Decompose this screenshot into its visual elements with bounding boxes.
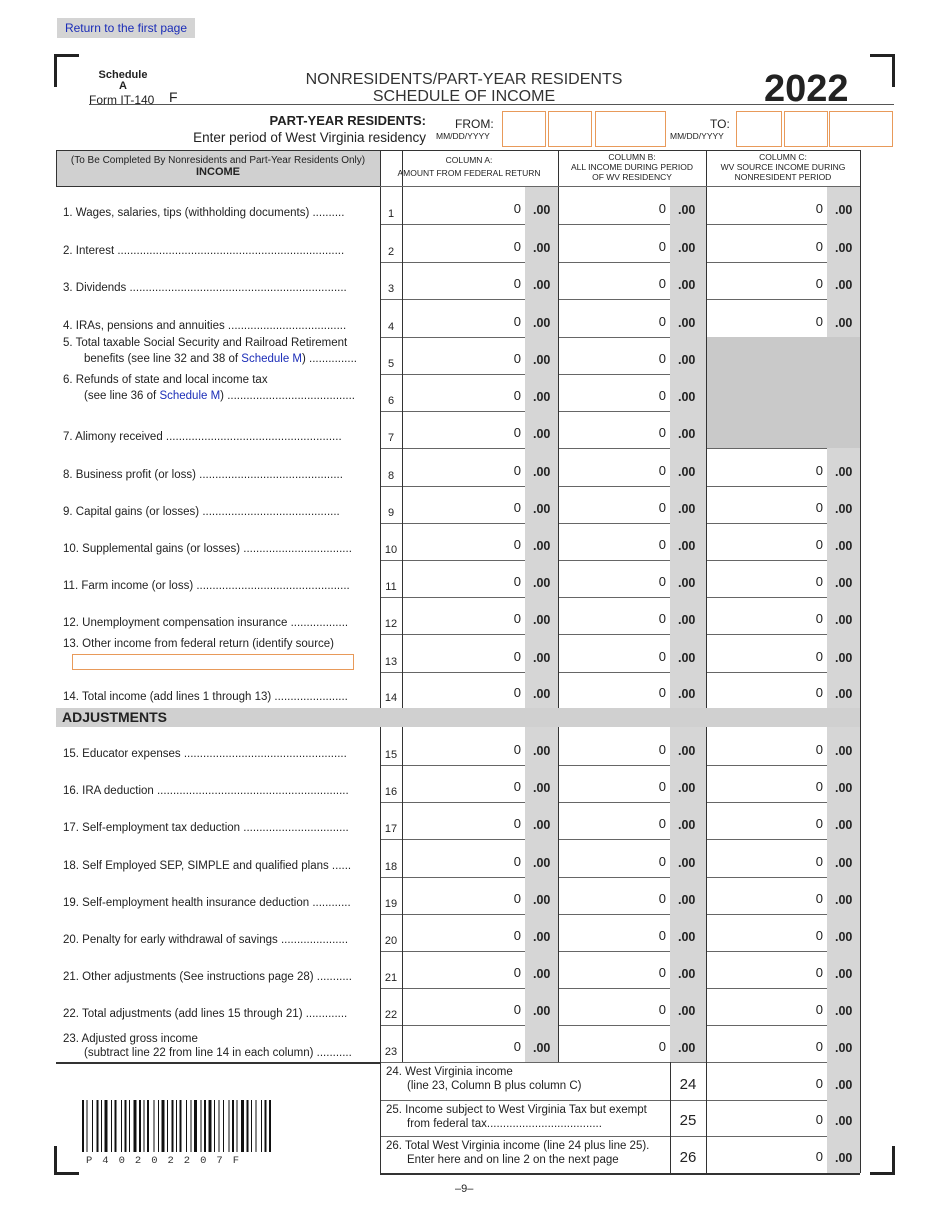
summary-divider xyxy=(380,1100,860,1101)
cents-column-a: .00 xyxy=(533,390,551,404)
line-number: 9 xyxy=(387,507,395,519)
adjustments-section-header xyxy=(56,708,860,727)
cents-column-c: .00 xyxy=(835,818,853,832)
value-column-b[interactable]: 0 xyxy=(658,425,666,440)
row-divider xyxy=(380,1025,860,1026)
value-column-a[interactable]: 0 xyxy=(513,965,521,980)
cents-column-a: .00 xyxy=(533,893,551,907)
cents-column-b: .00 xyxy=(678,502,696,516)
value-column-a[interactable]: 0 xyxy=(513,891,521,906)
line-label: 23. Adjusted gross income xyxy=(63,1033,198,1045)
grid-top-border xyxy=(56,150,860,151)
value-column-a[interactable]: 0 xyxy=(513,537,521,552)
cents-column-c: .00 xyxy=(835,1004,853,1018)
summary-label-1: 24. West Virginia income xyxy=(386,1066,513,1078)
line-label: 7. Alimony received ....................................................... xyxy=(63,431,342,443)
summary-cents: .00 xyxy=(835,1151,853,1165)
row-divider xyxy=(380,839,860,840)
return-to-first-page-button[interactable]: Return to the first page xyxy=(57,18,195,38)
value-column-b[interactable]: 0 xyxy=(658,239,666,254)
line-label: 10. Supplemental gains (or losses) .................................. xyxy=(63,543,352,555)
line-number: 10 xyxy=(384,544,398,556)
value-column-b[interactable]: 0 xyxy=(658,649,666,664)
part-year-sub: Enter period of West Virginia residency xyxy=(193,130,426,145)
page-number: –9– xyxy=(455,1183,474,1195)
cents-column-c: .00 xyxy=(835,781,853,795)
to-year-input[interactable] xyxy=(829,111,893,147)
adjustments-title: ADJUSTMENTS xyxy=(62,709,168,725)
row-divider xyxy=(380,523,860,524)
summary-column-divider xyxy=(860,1062,861,1173)
value-column-c[interactable]: 0 xyxy=(815,500,823,515)
cents-column-c: .00 xyxy=(835,502,853,516)
other-income-source-input[interactable] xyxy=(72,654,354,670)
value-column-c[interactable]: 0 xyxy=(815,276,823,291)
cents-column-a: .00 xyxy=(533,539,551,553)
cents-column-c: .00 xyxy=(835,278,853,292)
barcode-text: P40202207F xyxy=(86,1155,250,1167)
to-day-input[interactable] xyxy=(784,111,828,147)
summary-cents: .00 xyxy=(835,1078,853,1092)
summary-line-number: 26 xyxy=(679,1149,697,1166)
value-column-c[interactable]: 0 xyxy=(815,742,823,757)
value-column-c[interactable]: 0 xyxy=(815,574,823,589)
value-column-c[interactable]: 0 xyxy=(815,854,823,869)
value-column-b[interactable]: 0 xyxy=(658,611,666,626)
value-column-a[interactable]: 0 xyxy=(513,649,521,664)
value-column-b[interactable]: 0 xyxy=(658,891,666,906)
value-column-c[interactable]: 0 xyxy=(815,201,823,216)
row-divider xyxy=(380,672,860,673)
value-column-c[interactable]: 0 xyxy=(815,928,823,943)
value-column-a[interactable]: 0 xyxy=(513,854,521,869)
line-label: 16. IRA deduction ............................................................ xyxy=(63,785,349,797)
summary-column-divider xyxy=(706,1062,707,1173)
cents-column-a: .00 xyxy=(533,967,551,981)
line-label: 17. Self-employment tax deduction ................................. xyxy=(63,822,349,834)
line-number: 18 xyxy=(384,861,398,873)
tax-year: 2022 xyxy=(764,68,849,110)
cents-column-a: .00 xyxy=(533,651,551,665)
value-column-b[interactable]: 0 xyxy=(658,537,666,552)
to-label: TO: xyxy=(710,117,730,131)
cents-column-b: .00 xyxy=(678,1004,696,1018)
cents-column-b: .00 xyxy=(678,465,696,479)
from-day-input[interactable] xyxy=(548,111,592,147)
value-column-a[interactable]: 0 xyxy=(513,742,521,757)
income-head: INCOME xyxy=(196,166,240,178)
value-column-a[interactable]: 0 xyxy=(513,574,521,589)
value-column-a[interactable]: 0 xyxy=(513,201,521,216)
value-column-c[interactable]: 0 xyxy=(815,463,823,478)
value-column-b[interactable]: 0 xyxy=(658,500,666,515)
column-divider xyxy=(860,150,861,1062)
cents-column-c: .00 xyxy=(835,967,853,981)
line-label-2 xyxy=(84,352,357,366)
value-column-b[interactable]: 0 xyxy=(658,388,666,403)
line-label: 15. Educator expenses ................................................... xyxy=(63,748,347,760)
income-head-note: (To Be Completed By Nonresidents and Part-Year Residents Only) xyxy=(70,155,366,166)
cents-column-b: .00 xyxy=(678,241,696,255)
column-c-header xyxy=(706,152,860,182)
line-label: 19. Self-employment health insurance deduction ............ xyxy=(63,897,351,909)
row-divider xyxy=(380,448,860,449)
line-label-part: (see line 36 of xyxy=(84,390,160,402)
crop-mark-top-right xyxy=(870,54,895,87)
cents-column-a: .00 xyxy=(533,576,551,590)
cents-column-a: .00 xyxy=(533,502,551,516)
column-c-sub1: WV SOURCE INCOME DURING xyxy=(720,162,846,172)
line-number: 5 xyxy=(387,358,395,370)
value-column-a[interactable]: 0 xyxy=(513,1039,521,1054)
line-label: 14. Total income (add lines 1 through 13) ....................... xyxy=(63,691,348,703)
value-column-a[interactable]: 0 xyxy=(513,425,521,440)
value-column-a[interactable]: 0 xyxy=(513,314,521,329)
header-divider xyxy=(89,104,894,105)
cents-column-b: .00 xyxy=(678,781,696,795)
value-column-c[interactable]: 0 xyxy=(815,779,823,794)
column-divider xyxy=(706,150,707,1062)
value-column-b[interactable]: 0 xyxy=(658,1002,666,1017)
value-column-b[interactable]: 0 xyxy=(658,685,666,700)
cents-column-b: .00 xyxy=(678,353,696,367)
row-divider xyxy=(380,951,860,952)
value-column-a[interactable]: 0 xyxy=(513,351,521,366)
form-id: Form IT-140 xyxy=(89,93,155,107)
cents-column-c: .00 xyxy=(835,744,853,758)
line-number: 17 xyxy=(384,823,398,835)
row-divider xyxy=(380,988,860,989)
column-b-sub1: ALL INCOME DURING PERIOD xyxy=(570,162,693,172)
line-number: 3 xyxy=(387,283,395,295)
cents-column-a: .00 xyxy=(533,687,551,701)
column-b-header xyxy=(558,152,706,182)
value-column-c[interactable]: 0 xyxy=(815,314,823,329)
line-number: 15 xyxy=(384,749,398,761)
value-column-b[interactable]: 0 xyxy=(658,314,666,329)
value-column-c[interactable]: 0 xyxy=(815,1002,823,1017)
row-divider xyxy=(380,1062,860,1063)
summary-label-1: 26. Total West Virginia income (line 24 plus line 25). xyxy=(386,1140,650,1152)
income-column-header xyxy=(56,150,380,187)
cents-column-b: .00 xyxy=(678,930,696,944)
summary-line-label xyxy=(386,1065,582,1093)
cents-column-a: .00 xyxy=(533,818,551,832)
line-label: 12. Unemployment compensation insurance .................. xyxy=(63,617,349,629)
cents-column-c: .00 xyxy=(835,316,853,330)
summary-label-2: Enter here and on line 2 on the next page xyxy=(407,1154,619,1166)
cents-column-a: .00 xyxy=(533,241,551,255)
crop-mark-top-left xyxy=(54,54,79,87)
line-label: 8. Business profit (or loss) ............................................. xyxy=(63,469,343,481)
form-letter: F xyxy=(169,89,178,105)
summary-value[interactable]: 0 xyxy=(815,1112,823,1127)
line-label: 18. Self Employed SEP, SIMPLE and qualified plans ...... xyxy=(63,860,352,872)
schedule-m-link[interactable]: Schedule M xyxy=(159,390,221,402)
cents-column-b: .00 xyxy=(678,744,696,758)
row-divider xyxy=(380,597,860,598)
line-label: 21. Other adjustments (See instructions page 28) ........... xyxy=(63,971,352,983)
summary-label-1: 25. Income subject to West Virginia Tax but exempt xyxy=(386,1104,647,1116)
line-number: 12 xyxy=(384,618,398,630)
line-number: 19 xyxy=(384,898,398,910)
row-divider xyxy=(380,299,860,300)
cents-column-c: .00 xyxy=(835,1041,853,1055)
value-column-b[interactable]: 0 xyxy=(658,928,666,943)
cents-column-a: .00 xyxy=(533,465,551,479)
value-column-c[interactable]: 0 xyxy=(815,537,823,552)
from-label: FROM: xyxy=(455,117,494,131)
grid-left-border xyxy=(56,150,57,186)
row-divider xyxy=(380,486,860,487)
column-a-title: COLUMN A: xyxy=(445,155,493,165)
value-column-a[interactable]: 0 xyxy=(513,463,521,478)
value-column-a[interactable]: 0 xyxy=(513,500,521,515)
value-column-b[interactable]: 0 xyxy=(658,276,666,291)
value-column-b[interactable]: 0 xyxy=(658,742,666,757)
cents-column-c: .00 xyxy=(835,539,853,553)
value-column-a[interactable]: 0 xyxy=(513,388,521,403)
cents-column-b: .00 xyxy=(678,651,696,665)
cents-column-c: .00 xyxy=(835,893,853,907)
cents-column-b: .00 xyxy=(678,203,696,217)
column-divider xyxy=(380,150,381,1062)
value-column-c[interactable]: 0 xyxy=(815,1039,823,1054)
cents-column-a: .00 xyxy=(533,856,551,870)
value-column-b[interactable]: 0 xyxy=(658,854,666,869)
cents-column-b: .00 xyxy=(678,856,696,870)
line-label-2: (subtract line 22 from line 14 in each column) ........... xyxy=(84,1047,352,1059)
line-number: 23 xyxy=(384,1046,398,1058)
line-number: 16 xyxy=(384,786,398,798)
line-label-part: ) ............... xyxy=(302,353,357,365)
summary-column-divider xyxy=(380,1062,381,1173)
column-c-not-applicable xyxy=(706,337,860,448)
line-number: 6 xyxy=(387,395,395,407)
value-column-a[interactable]: 0 xyxy=(513,276,521,291)
line-label-part: benefits (see line 32 and 38 of xyxy=(84,353,242,365)
cents-column-b: .00 xyxy=(678,893,696,907)
cents-column-a: .00 xyxy=(533,316,551,330)
summary-cents: .00 xyxy=(835,1114,853,1128)
cents-column-c: .00 xyxy=(835,856,853,870)
cents-column-a: .00 xyxy=(533,930,551,944)
value-column-c[interactable]: 0 xyxy=(815,611,823,626)
row-divider xyxy=(380,802,860,803)
line-label: 3. Dividends .................................................................... xyxy=(63,282,347,294)
line-label: 4. IRAs, pensions and annuities ..................................... xyxy=(63,320,347,332)
from-month-input[interactable] xyxy=(502,111,546,147)
line-number: 2 xyxy=(387,246,395,258)
cents-column-a: .00 xyxy=(533,781,551,795)
line-number: 4 xyxy=(387,321,395,333)
line-number: 13 xyxy=(384,656,398,668)
line-number: 8 xyxy=(387,470,395,482)
from-year-input[interactable] xyxy=(595,111,666,147)
line-number: 20 xyxy=(384,935,398,947)
cents-column-b: .00 xyxy=(678,818,696,832)
value-column-c[interactable]: 0 xyxy=(815,965,823,980)
from-date-format: MM/DD/YYYY xyxy=(436,131,490,141)
value-column-c[interactable]: 0 xyxy=(815,816,823,831)
line-label-part: ) ........................................ xyxy=(220,390,355,402)
cents-column-b: .00 xyxy=(678,613,696,627)
summary-line-label xyxy=(386,1103,647,1131)
value-column-b[interactable]: 0 xyxy=(658,351,666,366)
cents-column-b: .00 xyxy=(678,316,696,330)
line-label: 1. Wages, salaries, tips (withholding documents) .......... xyxy=(63,207,345,219)
value-column-c[interactable]: 0 xyxy=(815,649,823,664)
line-number: 21 xyxy=(384,972,398,984)
value-column-b[interactable]: 0 xyxy=(658,779,666,794)
column-b-title: COLUMN B: xyxy=(608,152,656,162)
value-column-a[interactable]: 0 xyxy=(513,239,521,254)
line-label-2 xyxy=(84,389,355,403)
value-column-b[interactable]: 0 xyxy=(658,816,666,831)
line-label: 2. Interest ....................................................................... xyxy=(63,245,345,257)
cents-column-c: .00 xyxy=(835,576,853,590)
cents-column-b: .00 xyxy=(678,967,696,981)
crop-mark-bottom-left xyxy=(54,1146,79,1175)
value-column-a[interactable]: 0 xyxy=(513,1002,521,1017)
summary-label-2: (line 23, Column B plus column C) xyxy=(407,1080,582,1092)
cents-column-c: .00 xyxy=(835,930,853,944)
summary-line-label xyxy=(386,1139,649,1167)
value-column-a[interactable]: 0 xyxy=(513,928,521,943)
cents-column-c: .00 xyxy=(835,613,853,627)
value-column-c[interactable]: 0 xyxy=(815,891,823,906)
value-column-c[interactable]: 0 xyxy=(815,239,823,254)
page-title xyxy=(240,71,688,105)
line-label: 20. Penalty for early withdrawal of savings ..................... xyxy=(63,934,349,946)
cents-column-c: .00 xyxy=(835,687,853,701)
row-divider xyxy=(380,634,860,635)
schedule-m-link[interactable]: Schedule M xyxy=(241,353,303,365)
header-bottom-border xyxy=(380,186,860,187)
cents-column-a: .00 xyxy=(533,1004,551,1018)
cents-column-b: .00 xyxy=(678,390,696,404)
value-column-b[interactable]: 0 xyxy=(658,965,666,980)
row-divider xyxy=(380,262,860,263)
line-label: 11. Farm income (or loss) ................................................ xyxy=(63,580,350,592)
line-label: 9. Capital gains (or losses) ........................................... xyxy=(63,506,340,518)
line-number: 14 xyxy=(384,692,398,704)
line-label: 13. Other income from federal return (identify source) xyxy=(63,638,335,650)
schedule-label xyxy=(95,70,151,92)
summary-column-divider xyxy=(670,1062,671,1173)
cents-column-b: .00 xyxy=(678,427,696,441)
summary-line-number: 25 xyxy=(679,1112,697,1129)
column-a-sub: AMOUNT FROM FEDERAL RETURN xyxy=(397,168,541,178)
cents-column-c: .00 xyxy=(835,651,853,665)
row-divider xyxy=(380,914,860,915)
cents-column-a: .00 xyxy=(533,613,551,627)
line-label: 6. Refunds of state and local income tax xyxy=(63,374,268,386)
line-number: 1 xyxy=(387,208,395,220)
value-column-b[interactable]: 0 xyxy=(658,201,666,216)
column-divider xyxy=(558,150,559,1062)
part-year-label: PART-YEAR RESIDENTS: xyxy=(269,113,426,128)
cents-column-a: .00 xyxy=(533,427,551,441)
schedule-word: Schedule xyxy=(98,69,148,81)
row-divider xyxy=(380,224,860,225)
row-divider xyxy=(380,765,860,766)
row-divider xyxy=(380,877,860,878)
line-number: 7 xyxy=(387,432,395,444)
cents-column-a: .00 xyxy=(533,353,551,367)
line-number: 22 xyxy=(384,1009,398,1021)
cents-column-b: .00 xyxy=(678,687,696,701)
line-label: 22. Total adjustments (add lines 15 through 21) ............. xyxy=(63,1008,348,1020)
column-divider xyxy=(402,150,403,1062)
cents-column-c: .00 xyxy=(835,465,853,479)
summary-divider xyxy=(380,1136,860,1137)
to-date-format: MM/DD/YYYY xyxy=(670,131,724,141)
crop-mark-bottom-right xyxy=(870,1146,895,1175)
column-b-sub2: OF WV RESIDENCY xyxy=(592,172,672,182)
cents-column-a: .00 xyxy=(533,278,551,292)
title-line-1: NONRESIDENTS/PART-YEAR RESIDENTS xyxy=(305,71,623,88)
cents-column-a: .00 xyxy=(533,203,551,217)
cents-column-b: .00 xyxy=(678,576,696,590)
line-number: 11 xyxy=(385,581,397,593)
summary-bottom-border xyxy=(380,1173,860,1175)
value-column-b[interactable]: 0 xyxy=(658,1039,666,1054)
cents-column-a: .00 xyxy=(533,744,551,758)
value-column-a[interactable]: 0 xyxy=(513,816,521,831)
summary-value[interactable]: 0 xyxy=(815,1149,823,1164)
row-divider xyxy=(380,560,860,561)
summary-label-2: from federal tax.................................... xyxy=(407,1118,602,1130)
value-column-b[interactable]: 0 xyxy=(658,463,666,478)
summary-line-number: 24 xyxy=(679,1076,697,1093)
cents-column-b: .00 xyxy=(678,539,696,553)
summary-value[interactable]: 0 xyxy=(815,1076,823,1091)
cents-column-b: .00 xyxy=(678,278,696,292)
cents-column-a: .00 xyxy=(533,1041,551,1055)
column-c-sub2: NONRESIDENT PERIOD xyxy=(734,172,832,182)
value-column-b[interactable]: 0 xyxy=(658,574,666,589)
grid-bottom-left xyxy=(56,1062,380,1064)
column-c-title: COLUMN C: xyxy=(759,152,807,162)
to-month-input[interactable] xyxy=(736,111,782,147)
schedule-letter: A xyxy=(119,80,127,92)
value-column-a[interactable]: 0 xyxy=(513,779,521,794)
line-label: 5. Total taxable Social Security and Railroad Retirement xyxy=(63,337,348,349)
cents-column-c: .00 xyxy=(835,203,853,217)
title-line-2: SCHEDULE OF INCOME xyxy=(372,88,556,105)
column-a-header xyxy=(380,155,558,178)
value-column-a[interactable]: 0 xyxy=(513,685,521,700)
cents-column-b: .00 xyxy=(678,1041,696,1055)
barcode xyxy=(82,1100,348,1152)
cents-column-c: .00 xyxy=(835,241,853,255)
value-column-c[interactable]: 0 xyxy=(815,685,823,700)
value-column-a[interactable]: 0 xyxy=(513,611,521,626)
